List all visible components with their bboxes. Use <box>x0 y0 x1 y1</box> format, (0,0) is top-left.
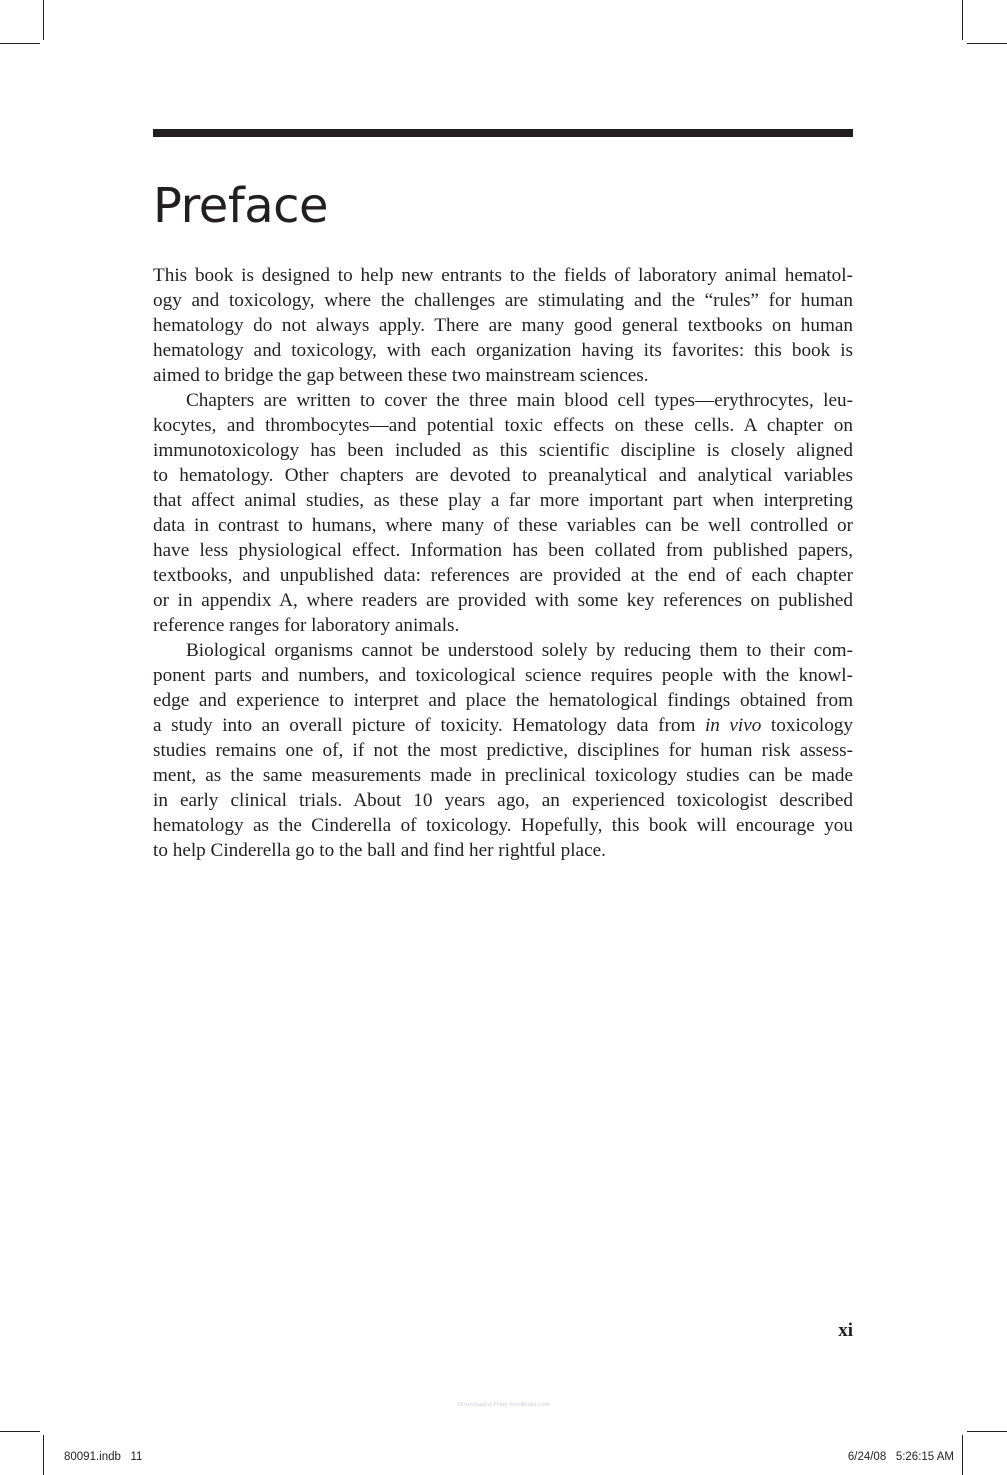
paragraph-2 <box>153 388 853 638</box>
text-line: kocytes, and thrombocytes—and potential toxic effects on these cells. A chapter on <box>153 415 853 436</box>
preface-body <box>153 263 853 863</box>
text-line: hematology as the Cinderella of toxicology. Hopefully, this book will encourage you <box>153 815 853 836</box>
text-line: ogy and toxicology, where the challenges are stimulating and the “rules” for human <box>153 290 853 311</box>
chapter-top-rule <box>153 129 853 137</box>
download-watermark: Downloaded From VeteBooks.com <box>457 1402 550 1408</box>
text-line: or in appendix A, where readers are provided with some key references on published <box>153 590 853 611</box>
chapter-title: Preface <box>153 178 329 234</box>
text-line: hematology do not always apply. There are many good general textbooks on human <box>153 315 853 336</box>
text-line: in early clinical trials. About 10 years ago, an experienced toxicologist described <box>153 790 853 811</box>
text-line: studies remains one of, if not the most predictive, disciplines for human risk assess- <box>153 740 853 761</box>
paragraph-3 <box>153 638 853 863</box>
text-segment: toxicology <box>761 715 853 736</box>
crop-mark-top-left-vertical <box>43 0 44 40</box>
text-line: data in contrast to humans, where many of these variables can be well controlled or <box>153 515 853 536</box>
text-line: hematology and toxicology, with each organization having its favorites: this book is <box>153 340 853 361</box>
text-line: to hematology. Other chapters are devoted to preanalytical and analytical variables <box>153 465 853 486</box>
slug-timestamp: 6/24/08 5:26:15 AM <box>847 1451 954 1463</box>
text-line: have less physiological effect. Information has been collated from published papers, <box>153 540 853 561</box>
text-line-with-italic <box>153 713 853 738</box>
text-line: that affect animal studies, as these play a far more important part when interpreting <box>153 490 853 511</box>
crop-mark-bottom-left-vertical <box>43 1435 44 1475</box>
italic-term: in vivo <box>704 715 762 736</box>
crop-mark-bottom-left-horizontal <box>0 1431 40 1432</box>
page-number: xi <box>838 1320 853 1341</box>
text-line: aimed to bridge the gap between these two mainstream sciences. <box>153 365 649 386</box>
text-line: reference ranges for laboratory animals. <box>153 615 460 636</box>
crop-mark-top-right-vertical <box>962 0 963 40</box>
paragraph-1 <box>153 263 853 388</box>
crop-mark-bottom-right-horizontal <box>967 1431 1007 1432</box>
crop-mark-bottom-right-vertical <box>962 1435 963 1475</box>
text-line: textbooks, and unpublished data: references are provided at the end of each chapter <box>153 565 853 586</box>
text-segment: a study into an overall picture of toxicity. Hematology data from <box>153 715 705 736</box>
text-line: Biological organisms cannot be understood solely by reducing them to their com- <box>186 640 853 661</box>
text-line: ment, as the same measurements made in preclinical toxicology studies can be made <box>153 765 853 786</box>
slug-file-info: 80091.indb 11 <box>64 1451 143 1463</box>
crop-mark-top-right-horizontal <box>967 43 1007 44</box>
crop-mark-top-left-horizontal <box>0 43 40 44</box>
text-line: immunotoxicology has been included as this scientific discipline is closely aligned <box>153 440 853 461</box>
text-line: This book is designed to help new entrants to the fields of laboratory animal hematol- <box>153 265 853 286</box>
text-line: ponent parts and numbers, and toxicological science requires people with the knowl- <box>153 665 853 686</box>
text-line: to help Cinderella go to the ball and find her rightful place. <box>153 840 606 861</box>
text-line: Chapters are written to cover the three main blood cell types—erythrocytes, leu- <box>186 390 853 411</box>
text-line: edge and experience to interpret and place the hematological findings obtained from <box>153 690 853 711</box>
